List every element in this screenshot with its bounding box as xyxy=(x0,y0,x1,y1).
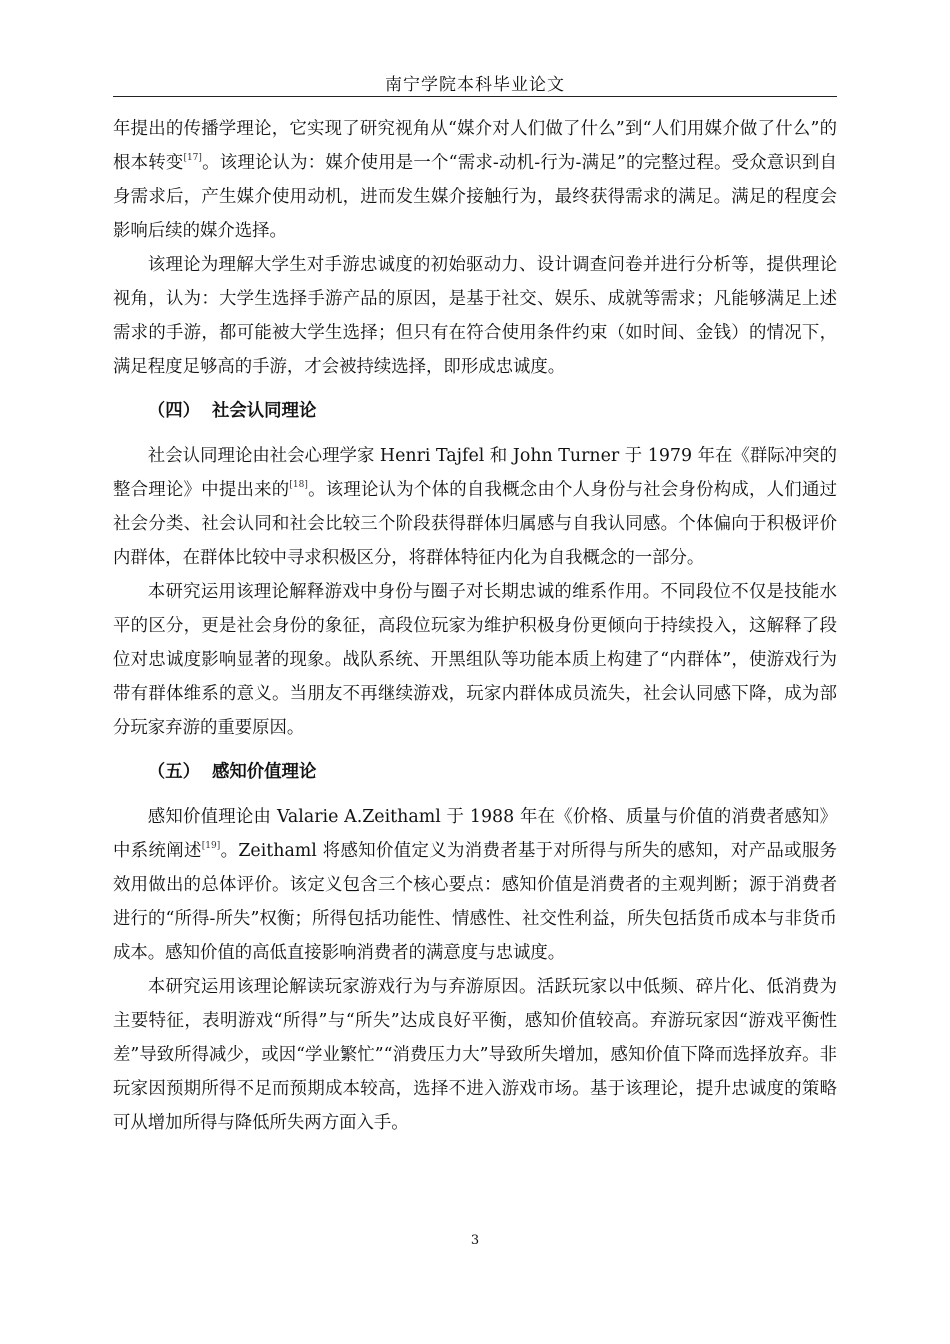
section-title: 感知价值理论 xyxy=(211,762,317,782)
section-number: （四） xyxy=(147,401,200,421)
paragraph-perceived-value-application: 本研究运用该理论解读玩家游戏行为与弃游原因。活跃玩家以中低频、碎片化、低消费为主要特征，表明游戏“所得”与“所失”达成良好平衡，感知价值较高。弃游玩家因“游戏平衡性差”导致所得减少，或因“学业繁忙”“消费压力大”导致所失增加，感知价值下降而选择放弃。非玩家因预期所得不足而预期成本较高，选择不进入游戏市场。基于该理论，提升忠诚度的策略可从增加所得与降低所失两方面入手。 xyxy=(113,977,837,1133)
page-body xyxy=(113,112,837,1140)
paragraph-text: 年提出的传播学理论，它实现了研究视角从“媒介对人们做了什么”到“人们用媒介做了什么”的根本转变 xyxy=(113,119,837,173)
header-rule xyxy=(113,96,837,97)
section-heading-perceived-value xyxy=(113,745,837,800)
section-title: 社会认同理论 xyxy=(211,401,317,421)
page-header-title: 南宁学院本科毕业论文 xyxy=(385,75,565,95)
citation-ref-18[interactable]: [18] xyxy=(289,480,308,490)
paragraph-text: 。Zeithaml 将感知价值定义为消费者基于对所得与所失的感知，对产品或服务效用做出的总体评价。该定义包含三个核心要点：感知价值是消费者的主观判断；源于消费者进行的“所得-所失”权衡；所得包括功能性、情感性、社交性利益，所失包括货币成本与非货币成本。感知价值的高低直接影响消费者的满意度与忠诚度。 xyxy=(113,841,837,963)
page-number: 3 xyxy=(470,1233,480,1248)
citation-ref-17[interactable]: [17] xyxy=(183,153,202,163)
section-number: （五） xyxy=(147,762,200,782)
paragraph-text: 感知价值理论由 Valarie A.Zeithaml 于 1988 年在《价格、质量与价值的消费者感知》中系统阐述 xyxy=(113,807,837,861)
paragraph-text: 。该理论认为个体的自我概念由个人身份与社会身份构成，人们通过社会分类、社会认同和社会比较三个阶段获得群体归属感与自我认同感。个体偏向于积极评价内群体，在群体比较中寻求积极区分，将群体特征内化为自我概念的一部分。 xyxy=(113,480,837,568)
section-heading-social-identity xyxy=(113,384,837,439)
paragraph-text: 社会认同理论由社会心理学家 Henri Tajfel 和 John Turner 于 1979 年在《群际冲突的整合理论》中提出来的 xyxy=(113,446,837,500)
paragraph-perceived-value-theory xyxy=(113,800,837,970)
citation-ref-19[interactable]: [19] xyxy=(201,841,221,851)
paragraph-uses-gratifications-application: 该理论为理解大学生对手游忠诚度的初始驱动力、设计调查问卷并进行分析等，提供理论视角，认为：大学生选择手游产品的原因，是基于社交、娱乐、成就等需求；凡能够满足上述需求的手游，都可能被大学生选择；但只有在符合使用条件约束（如时间、金钱）的情况下，满足程度足够高的手游，才会被持续选择，即形成忠诚度。 xyxy=(113,255,837,377)
paragraph-text: 。该理论认为：媒介使用是一个“需求-动机-行为-满足”的完整过程。受众意识到自身需求后，产生媒介使用动机，进而发生媒介接触行为，最终获得需求的满足。满足的程度会影响后续的媒介选择。 xyxy=(113,153,837,241)
paragraph-social-identity-application: 本研究运用该理论解释游戏中身份与圈子对长期忠诚的维系作用。不同段位不仅是技能水平的区分，更是社会身份的象征，高段位玩家为维护积极身份更倾向于持续投入，这解释了段位对忠诚度影响显著的现象。战队系统、开黑组队等功能本质上构建了“内群体”，使游戏行为带有群体维系的意义。当朋友不再继续游戏，玩家内群体成员流失，社会认同感下降，成为部分玩家弃游的重要原因。 xyxy=(113,582,837,738)
paragraph-social-identity-theory xyxy=(113,439,837,575)
paragraph-continued xyxy=(113,112,837,248)
